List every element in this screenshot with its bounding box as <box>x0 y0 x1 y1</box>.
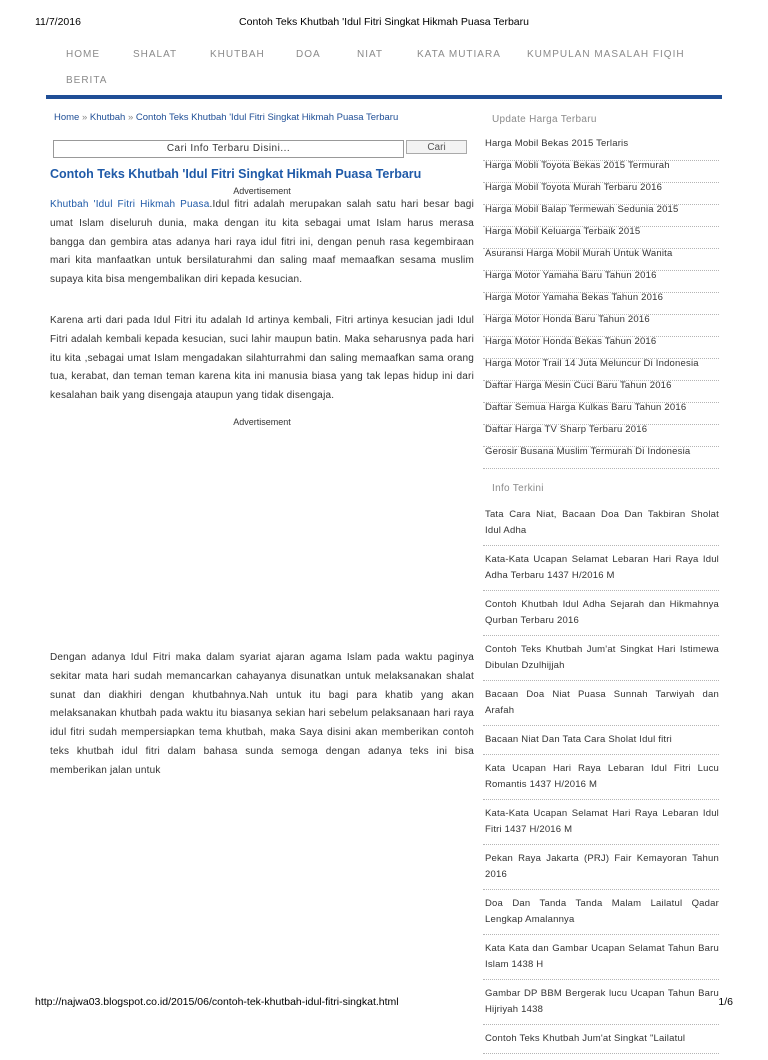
print-footer <box>35 996 733 1012</box>
sidebar-link[interactable]: Tata Cara Niat, Bacaan Doa Dan Takbiran Sholat Idul Adha <box>483 507 719 546</box>
print-title: Contoh Teks Khutbah 'Idul Fitri Singkat Hikmah Puasa Terbaru <box>239 16 529 28</box>
nav-berita[interactable]: BERITA <box>66 75 108 86</box>
breadcrumb-separator: » <box>81 112 88 123</box>
paragraph-2: Karena arti dari pada Idul Fitri itu adalah Id artinya kembali, Fitri artinya kesucian jadi Idul Fitri adalah kembali kepada kesucian, suci lahir maupun batin. Maka seharusnya pada hari itu kita ,sebagai umat Islam mengadakan silahturrahmi dan saling memaafkan sama orang tua, kerabat, dan teman teman karena kita ini manusia biasa yang tak lepas hidup ini dari kesalahan baik yang disengaja ataupun yang tidak disengaja. <box>50 314 474 402</box>
nav-kumpulan-masalah-fiqih[interactable]: KUMPULAN MASALAH FIQIH <box>527 49 685 60</box>
main-content <box>46 108 474 781</box>
print-date: 11/7/2016 <box>35 16 81 28</box>
paragraph-3: Dengan adanya Idul Fitri maka dalam syariat ajaran agama Islam pada waktu paginya sekitar mata hari sudah memancarkan cahayanya disunatkan untuk melaksanakan shalat sunat dan diakhiri dengan khutbahnya.Nah untuk itu bagi para khatib yang akan melaksanakan khutbah pada waktu itu biasanya sekian hari sebelum pelaksanaan hari raya idul fitri sudah mempersiapkan tema khutbah, maka Saya disini akan memberikan contoh teks khutbah idul fitri dalam bahasa sunda semoga dengan adanya teks ini bisa memberikan jalan untuk <box>50 651 474 776</box>
post-keyword-link[interactable]: Khutbah 'Idul Fitri Hikmah Puasa <box>50 199 210 210</box>
search-button[interactable]: Cari <box>406 140 467 154</box>
sidebar-link[interactable]: Kata-Kata Ucapan Selamat Hari Raya Lebaran Idul Fitri 1437 H/2016 M <box>483 806 719 845</box>
sidebar-link[interactable]: Kata Kata dan Gambar Ucapan Selamat Tahun Baru Islam 1438 H <box>483 941 719 980</box>
sidebar-list-update-harga <box>483 139 719 469</box>
sidebar-link[interactable]: Harga Motor Honda Bekas Tahun 2016 <box>483 337 719 359</box>
sidebar-link[interactable]: Harga Mobil Balap Termewah Sedunia 2015 <box>483 205 719 227</box>
breadcrumb-home[interactable]: Home <box>54 112 80 123</box>
print-url: http://najwa03.blogspot.co.id/2015/06/contoh-tek-khutbah-idul-fitri-singkat.html <box>35 996 399 1008</box>
sidebar-link[interactable]: Harga Motor Yamaha Bekas Tahun 2016 <box>483 293 719 315</box>
breadcrumb <box>54 112 474 126</box>
sidebar-link[interactable]: Contoh Teks Khutbah Jum'at Singkat "Lailatul <box>483 1031 719 1054</box>
nav-home[interactable]: HOME <box>66 49 100 60</box>
sidebar-link[interactable]: Harga Mobil Bekas 2015 Terlaris <box>483 139 719 161</box>
sidebar-link[interactable]: Contoh Teks Khutbah Jum'at Singkat Hari Istimewa Dibulan Dzulhijjah <box>483 642 719 681</box>
nav-shalat[interactable]: SHALAT <box>133 49 178 60</box>
top-nav <box>46 38 722 94</box>
nav-kata-mutiara[interactable]: KATA MUTIARA <box>417 49 501 60</box>
sidebar-link[interactable]: Harga Mobil Toyota Murah Terbaru 2016 <box>483 183 719 205</box>
sidebar-link[interactable]: Pekan Raya Jakarta (PRJ) Fair Kemayoran Tahun 2016 <box>483 851 719 890</box>
advertisement-label: Advertisement <box>233 416 291 427</box>
nav-accent-bar <box>46 95 722 99</box>
sidebar-link[interactable]: Daftar Semua Harga Kulkas Baru Tahun 2016 <box>483 403 719 425</box>
sidebar-heading-info-terkini: Info Terkini <box>492 483 544 494</box>
sidebar-link[interactable]: Harga Motor Honda Baru Tahun 2016 <box>483 315 719 337</box>
sidebar-link[interactable]: Harga Mobli Toyota Bekas 2015 Termurah <box>483 161 719 183</box>
sidebar-link[interactable]: Daftar Harga Mesin Cuci Baru Tahun 2016 <box>483 381 719 403</box>
nav-doa[interactable]: DOA <box>296 49 321 60</box>
nav-khutbah[interactable]: KHUTBAH <box>210 49 265 60</box>
print-header <box>35 16 733 32</box>
sidebar-link[interactable]: Harga Motor Trail 14 Juta Meluncur Di Indonesia <box>483 359 719 381</box>
breadcrumb-separator: » <box>127 112 134 123</box>
sidebar-link[interactable]: Bacaan Doa Niat Puasa Sunnah Tarwiyah dan Arafah <box>483 687 719 726</box>
advertisement-label: Advertisement <box>233 186 291 196</box>
sidebar-link[interactable]: Kata-Kata Ucapan Selamat Lebaran Hari Raya Idul Adha Terbaru 1437 H/2016 M <box>483 552 719 591</box>
sidebar-link[interactable]: Doa Dan Tanda Tanda Malam Lailatul Qadar Lengkap Amalannya <box>483 896 719 935</box>
sidebar-link[interactable]: Gambar DP BBM Bergerak lucu Ucapan Tahun Baru Hijriyah 1438 <box>483 986 719 1025</box>
sidebar-link[interactable]: Gerosir Busana Muslim Termurah Di Indonesia <box>483 447 719 469</box>
search-bar <box>53 140 474 158</box>
sidebar-link[interactable]: Harga Mobil Keluarga Terbaik 2015 <box>483 227 719 249</box>
sidebar-link[interactable]: Kata Ucapan Hari Raya Lebaran Idul Fitri Lucu Romantis 1437 H/2016 M <box>483 761 719 800</box>
sidebar-link[interactable]: Harga Motor Yamaha Baru Tahun 2016 <box>483 271 719 293</box>
sidebar <box>483 108 719 1060</box>
print-page-number: 1/6 <box>718 996 733 1008</box>
post-title: Contoh Teks Khutbah 'Idul Fitri Singkat Hikmah Puasa Terbaru <box>50 167 422 181</box>
nav-niat[interactable]: NIAT <box>357 49 384 60</box>
breadcrumb-khutbah[interactable]: Khutbah <box>89 112 126 123</box>
sidebar-link[interactable]: Daftar Harga TV Sharp Terbaru 2016 <box>483 425 719 447</box>
paragraph-1 <box>50 196 474 290</box>
breadcrumb-current[interactable]: Contoh Teks Khutbah 'Idul Fitri Singkat Hikmah Puasa Terbaru <box>135 112 399 123</box>
paragraph-1-text: .Idul fitri adalah merupakan salah satu hari besar bagi umat Islam diseluruh dunia, maka dengan itu kita sebagai umat Islam harus merasa bangga dan gembira atas adanya hari raya idul fitri ini, dengan penuh rasa kegembiraan mari kita manfaatkan untuk bersilaturahmi dan saling maaf memaafkan sesama muslim supaya kita bisa mengembalikan diri kepada kesucian. <box>50 199 474 286</box>
sidebar-link[interactable]: Contoh Khutbah Idul Adha Sejarah dan Hikmahnya Qurban Terbaru 2016 <box>483 597 719 636</box>
sidebar-heading-update-harga: Update Harga Terbaru <box>492 114 597 125</box>
sidebar-link[interactable]: Bacaan Niat Dan Tata Cara Sholat Idul fitri <box>483 732 719 755</box>
search-input[interactable] <box>53 140 404 158</box>
sidebar-list-info-terkini <box>483 507 719 1054</box>
sidebar-link[interactable]: Asuransi Harga Mobil Murah Untuk Wanita <box>483 249 719 271</box>
